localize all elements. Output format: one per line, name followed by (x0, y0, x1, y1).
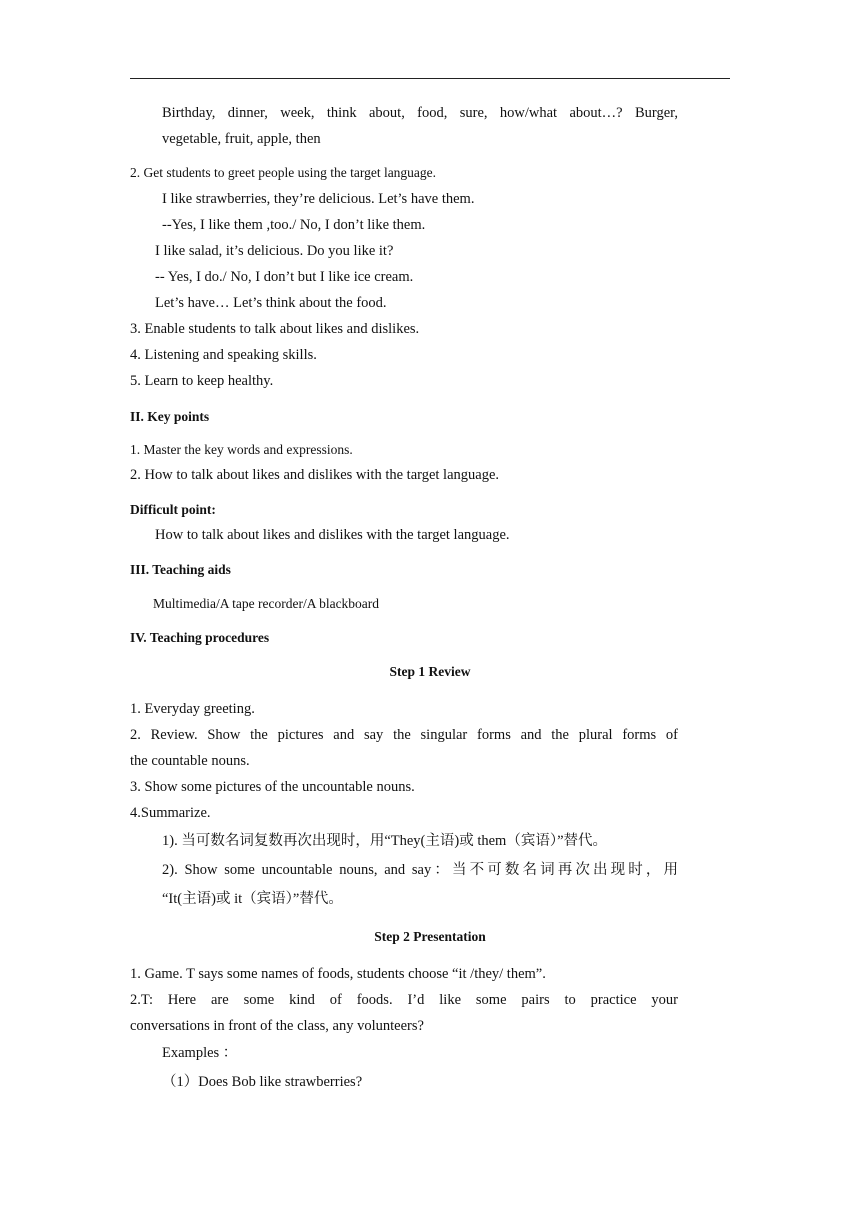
key-points-heading: II. Key points (130, 409, 210, 424)
step2-item-2-line-1: 2.T: Here are some kind of foods. I’d like some pairs to practice your (130, 992, 678, 1008)
difficult-point-text: How to talk about likes and dislikes with the target language. (155, 527, 510, 543)
step2-title: Step 2 Presentation (374, 929, 486, 944)
example-question-1: （1）Does Bob like strawberries? (162, 1074, 363, 1090)
examples-label: Examples ： (162, 1045, 238, 1061)
objective-item-4: 4. Listening and speaking skills. (130, 347, 317, 363)
objective-item-2: 2. Get students to greet people using the target language. (130, 165, 437, 180)
objective-item-3: 3. Enable students to talk about likes and dislikes. (130, 321, 420, 337)
step1-item-1: 1. Everyday greeting. (130, 701, 255, 717)
step2-item-2-line-2: conversations in front of the class, any volunteers? (130, 1018, 424, 1034)
step1-item-2-line-1: 2. Review. Show the pictures and say the singular forms and the plural forms of (130, 727, 678, 743)
example-line-3: I like salad, it’s delicious. Do you like it? (155, 243, 394, 259)
example-line-1: I like strawberries, they’re delicious. Let’s have them. (162, 191, 475, 207)
example-line-2: --Yes, I like them ,too./ No, I don’t like them. (162, 217, 426, 233)
summary-sub-1: 1). 当可数名词复数再次出现时，用“They(主语)或 them（宾语）”替代。 (162, 833, 608, 849)
header-rule (130, 78, 730, 79)
step1-title: Step 1 Review (389, 664, 471, 679)
teaching-aids-heading: III. Teaching aids (130, 562, 231, 577)
summary-sub-2-line-1: 2). Show some uncountable nouns, and say：当不可数名词再次出现时，用 (162, 862, 678, 878)
difficult-point-heading: Difficult point: (130, 502, 216, 517)
example-line-4: -- Yes, I do./ No, I don’t but I like ice cream. (155, 269, 414, 285)
key-point-1: 1. Master the key words and expressions. (130, 442, 353, 457)
step2-item-1: 1. Game. T says some names of foods, students choose “it /they/ them”. (130, 966, 546, 982)
step1-item-3: 3. Show some pictures of the uncountable nouns. (130, 779, 415, 795)
step1-item-4: 4.Summarize. (130, 805, 211, 821)
summary-sub-2-line-2: “It(主语)或 it（宾语）”替代。 (162, 891, 343, 907)
vocab-line-2: vegetable, fruit, apple, then (162, 131, 321, 147)
procedures-heading: IV. Teaching procedures (130, 630, 270, 645)
key-point-2: 2. How to talk about likes and dislikes with the target language. (130, 467, 500, 483)
vocab-line-1: Birthday, dinner, week, think about, food, sure, how/what about…? Burger, (162, 105, 678, 121)
example-line-5: Let’s have… Let’s think about the food. (155, 295, 387, 311)
objective-item-5: 5. Learn to keep healthy. (130, 373, 274, 389)
step1-item-2-line-2: the countable nouns. (130, 753, 250, 769)
teaching-aids-text: Multimedia/A tape recorder/A blackboard (153, 596, 380, 611)
